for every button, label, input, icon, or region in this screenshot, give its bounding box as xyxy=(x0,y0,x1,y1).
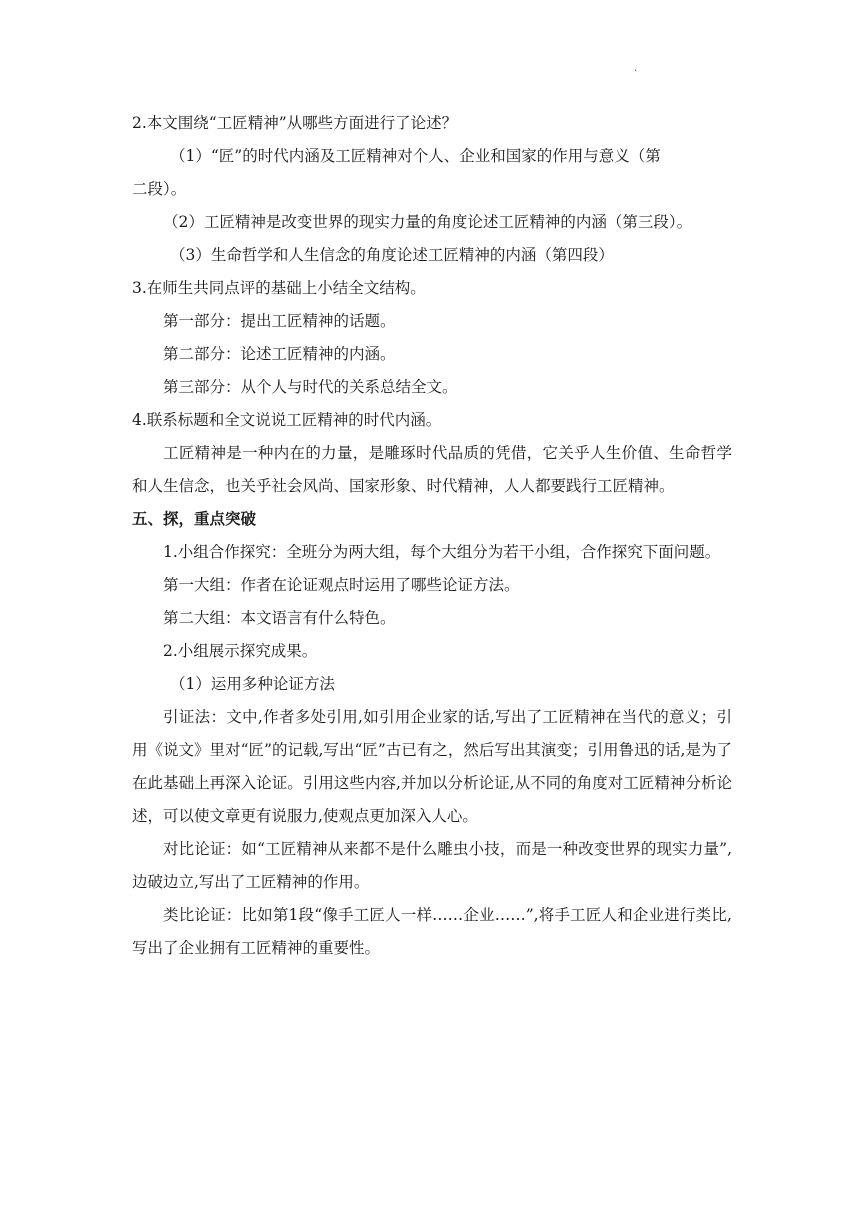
group-2-task: 第二大组：本文语言有什么特色。 xyxy=(163,609,396,627)
question-2: 2.本文围绕“工匠精神”从哪些方面进行了论述？ xyxy=(132,114,458,132)
structure-part-3: 第三部分：从个人与时代的关系总结全文。 xyxy=(163,378,458,396)
corner-mark: . xyxy=(634,63,638,74)
analogy-method: 类比论证：比如第1段“像手工匠人一样……企业……”,将手工匠人和企业进行类比,写出了企业拥有工匠精神的重要性。 xyxy=(132,906,732,957)
section-5-item-2: 2.小组展示探究成果。 xyxy=(163,642,318,660)
question-3: 3.在师生共同点评的基础上小结全文结构。 xyxy=(132,279,426,297)
answer-2-1-line-2: 二段）。 xyxy=(132,180,187,198)
citation-method: 引证法：文中,作者多处引用,如引用企业家的话,写出了工匠精神在当代的意义；引用《说文》里对“匠”的记载,写出“匠”古已有之，然后写出其演变；引用鲁迅的话,是为了在此基础上再深入论证。引用这些内容,并加以分析论证,从不同的角度对工匠精神分析论述，可以使文章更有说服力,使观点更加深入人心。 xyxy=(132,708,732,825)
answer-2-1-line-1: （1）“匠”的时代内涵及工匠精神对个人、企业和国家的作用与意义（第 xyxy=(170,147,661,165)
structure-part-2: 第二部分：论述工匠精神的内涵。 xyxy=(163,345,396,363)
document-body xyxy=(132,107,732,965)
answer-4: 工匠精神是一种内在的力量，是雕琢时代品质的凭借，它关乎人生价值、生命哲学和人生信念，也关乎社会风尚、国家形象、时代精神，人人都要践行工匠精神。 xyxy=(132,444,732,495)
section-5-item-1: 1.小组合作探究：全班分为两大组，每个大组分为若干小组，合作探究下面问题。 xyxy=(163,543,721,561)
group-1-task: 第一大组：作者在论证观点时运用了哪些论证方法。 xyxy=(163,576,520,594)
section-5-heading: 五、探，重点突破 xyxy=(132,510,257,528)
method-subheading: （1）运用多种论证方法 xyxy=(170,675,335,693)
contrast-method: 对比论证：如“工匠精神从来都不是什么雕虫小技，而是一种改变世界的现实力量”,边破边立,写出了工匠精神的作用。 xyxy=(132,840,732,891)
question-4: 4.联系标题和全文说说工匠精神的时代内涵。 xyxy=(132,411,442,429)
answer-2-3: （3）生命哲学和人生信念的角度论述工匠精神的内涵（第四段） xyxy=(170,246,614,264)
answer-2-2: （2）工匠精神是改变世界的现实力量的角度论述工匠精神的内涵（第三段）。 xyxy=(163,213,693,231)
structure-part-1: 第一部分：提出工匠精神的话题。 xyxy=(163,312,396,330)
